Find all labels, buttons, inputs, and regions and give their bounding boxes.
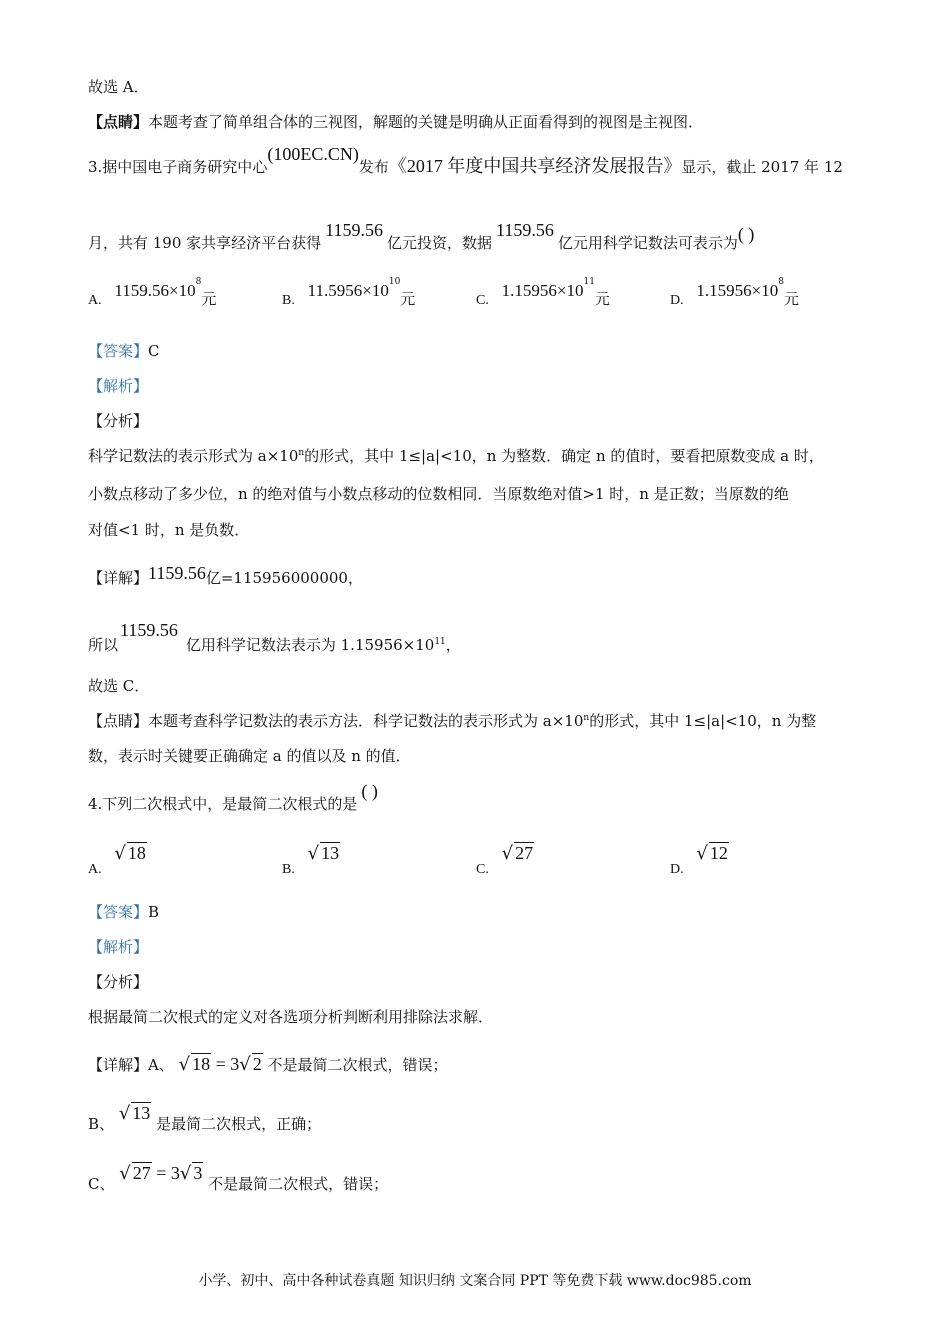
q3-option-b xyxy=(282,277,416,309)
q3-analysis-3: 对值<1 时，n 是负数． xyxy=(88,521,250,539)
detail-radicand: 13 xyxy=(132,1103,151,1123)
detail-text: 不是最简二次根式，错误； xyxy=(208,1175,389,1193)
radical-icon: √ xyxy=(239,1054,251,1075)
q3-answer xyxy=(88,341,160,361)
radical-icon: √ xyxy=(307,843,320,864)
option-exp: 8 xyxy=(195,277,202,287)
answer-value: C xyxy=(148,342,160,360)
q3-stem-c: 显示，截止 2017 年 12 xyxy=(681,158,843,176)
option-exp: 8 xyxy=(778,277,784,287)
analysis-sup: n xyxy=(298,448,305,458)
option-radicand: 13 xyxy=(321,843,340,863)
detail-tag: 【详解】 xyxy=(88,1056,149,1074)
q3-org: (100EC.CN) xyxy=(267,144,359,164)
detail-tag: 【详解】 xyxy=(88,569,149,587)
q4-jiexi-tag: 【解析】 xyxy=(88,938,149,956)
option-label: B. xyxy=(282,293,295,308)
q4-option-b xyxy=(282,842,340,877)
option-mantissa: 1159.56×10 xyxy=(114,281,196,300)
q3-analysis-1 xyxy=(88,446,824,466)
radical-icon: √ xyxy=(118,1103,131,1124)
detail-label: B、 xyxy=(88,1115,115,1133)
detail-label: A、 xyxy=(148,1056,174,1074)
q3-stem-f: 亿元用科学记数法可表示为 xyxy=(557,234,738,252)
detail-text: 所以 xyxy=(88,636,119,654)
answer-value: B xyxy=(148,903,160,921)
radical-icon: √ xyxy=(178,1054,191,1075)
radical-icon: √ xyxy=(179,1163,192,1184)
q4-fenxi-tag: 【分析】 xyxy=(88,973,149,991)
q3-option-c xyxy=(476,277,610,309)
analysis-text: 科学记数法的表示形式为 a×10 xyxy=(88,447,299,465)
q3-analysis-2: 小数点移动了多少位，n 的绝对值与小数点移动的位数相同．当原数绝对值>1 时，n 是正数；当原数的绝 xyxy=(88,485,789,503)
q4-stem-text: 4.下列二次根式中，是最简二次根式的是 xyxy=(88,795,358,813)
option-exp: 11 xyxy=(583,277,595,287)
q4-answer xyxy=(88,902,159,922)
q4-paren: ( ) xyxy=(361,781,378,801)
q3-stem-e: 亿元投资，数据 xyxy=(387,234,493,252)
q4-option-d xyxy=(670,842,729,877)
radical-icon: √ xyxy=(696,843,708,864)
option-mantissa: 1.15956×10 xyxy=(501,281,584,300)
q4-analysis: 根据最简二次根式的定义对各选项分析判断利用排除法求解． xyxy=(88,1008,494,1026)
q3-stem-line1 xyxy=(88,144,843,177)
q3-tip-2: 数，表示时关键要正确确定 a 的值以及 n 的值． xyxy=(88,747,411,765)
radical-icon: √ xyxy=(119,1163,131,1184)
detail-label: C、 xyxy=(88,1175,115,1193)
option-label: C. xyxy=(476,862,489,877)
analysis-text: 的形式，其中 1≤|a|<10，n 为整数．确定 n 的值时，要看把原数变成 a 时， xyxy=(304,447,824,465)
q3-stem-a: 3.据中国电子商务研究中心 xyxy=(88,158,268,176)
q3-detail-1 xyxy=(88,563,363,588)
detail-text: 亿用科学记数法表示为 1.15956×10 xyxy=(185,636,435,654)
detail-text: 是最简二次根式，正确； xyxy=(156,1115,322,1133)
detail-text: ， xyxy=(445,636,461,654)
q3-stem-line2 xyxy=(88,220,755,253)
q2-conclusion: 故选 A． xyxy=(88,78,149,96)
option-unit: 元 xyxy=(594,290,610,308)
option-label: D. xyxy=(670,293,684,308)
q3-stem-b: 发布 xyxy=(358,158,389,176)
q4-detail-a xyxy=(88,1053,448,1075)
detail-amount: 1159.56 xyxy=(120,620,178,640)
tip-text: 的形式，其中 1≤|a|<10，n 为整 xyxy=(589,712,817,730)
detail-amount: 1159.56 xyxy=(148,563,206,583)
q3-jiexi-tag: 【解析】 xyxy=(88,377,149,395)
page-footer: 小学、初中、高中各种试卷真题 知识归纳 文案合同 PPT 等免费下载 www.doc985.com xyxy=(198,1273,752,1289)
option-unit: 元 xyxy=(201,290,217,308)
option-radicand: 27 xyxy=(515,843,534,863)
q3-option-a xyxy=(88,277,217,309)
option-unit: 元 xyxy=(783,290,799,308)
radical-icon: √ xyxy=(114,843,126,864)
answer-tag: 【答案】 xyxy=(88,903,149,921)
option-label: B. xyxy=(282,862,295,877)
q3-conclusion: 故选 C． xyxy=(88,677,150,695)
option-label: C. xyxy=(476,293,489,308)
q3-amount: 1159.56 xyxy=(325,220,384,240)
q3-amount-2: 1159.56 xyxy=(496,220,554,240)
q3-paren: ( ) xyxy=(737,224,755,244)
q4-detail-b xyxy=(88,1103,322,1134)
option-label: A. xyxy=(88,293,102,308)
radical-icon: √ xyxy=(501,843,514,864)
q4-detail-c xyxy=(88,1163,389,1194)
answer-tag: 【答案】 xyxy=(88,342,149,360)
q4-option-a xyxy=(88,842,147,877)
option-mantissa: 1.15956×10 xyxy=(696,281,779,300)
tip-sup: n xyxy=(583,713,590,723)
detail-radicand: 3 xyxy=(193,1163,203,1183)
q3-detail-2 xyxy=(88,620,461,655)
option-unit: 元 xyxy=(400,290,416,308)
detail-text: 不是最简二次根式，错误； xyxy=(267,1056,448,1074)
q3-stem-d: 月，共有 190 家共享经济平台获得 xyxy=(88,234,322,252)
option-mantissa: 11.5956×10 xyxy=(307,281,389,300)
q2-tip xyxy=(88,112,703,132)
q4-stem xyxy=(88,781,378,814)
option-exp: 10 xyxy=(388,277,401,287)
detail-eq: = 3 xyxy=(211,1054,240,1074)
q4-option-c xyxy=(476,842,534,877)
detail-radicand: 27 xyxy=(132,1163,151,1183)
option-label: D. xyxy=(670,862,684,877)
option-radicand: 12 xyxy=(709,843,728,863)
detail-text: 亿=115956000000， xyxy=(205,569,363,587)
detail-radicand: 18 xyxy=(192,1054,211,1074)
detail-radicand: 2 xyxy=(252,1054,262,1074)
option-label: A. xyxy=(88,862,102,877)
q3-option-d xyxy=(670,277,799,309)
q3-tip-1 xyxy=(88,711,816,731)
tip-text: 本题考查科学记数法的表示方法．科学记数法的表示形式为 a×10 xyxy=(148,712,584,730)
tip-text: 本题考查了简单组合体的三视图，解题的关键是明确从正面看得到的视图是主视图． xyxy=(148,113,704,131)
tip-tag: 【点睛】 xyxy=(88,712,149,730)
detail-sup: 11 xyxy=(434,637,446,647)
q3-fenxi-tag: 【分析】 xyxy=(88,412,149,430)
tip-tag: 【点睛】 xyxy=(88,113,149,131)
option-radicand: 18 xyxy=(127,843,146,863)
detail-eq: = 3 xyxy=(151,1163,180,1183)
q3-report: 《2017 年度中国共享经济发展报告》 xyxy=(388,156,682,176)
